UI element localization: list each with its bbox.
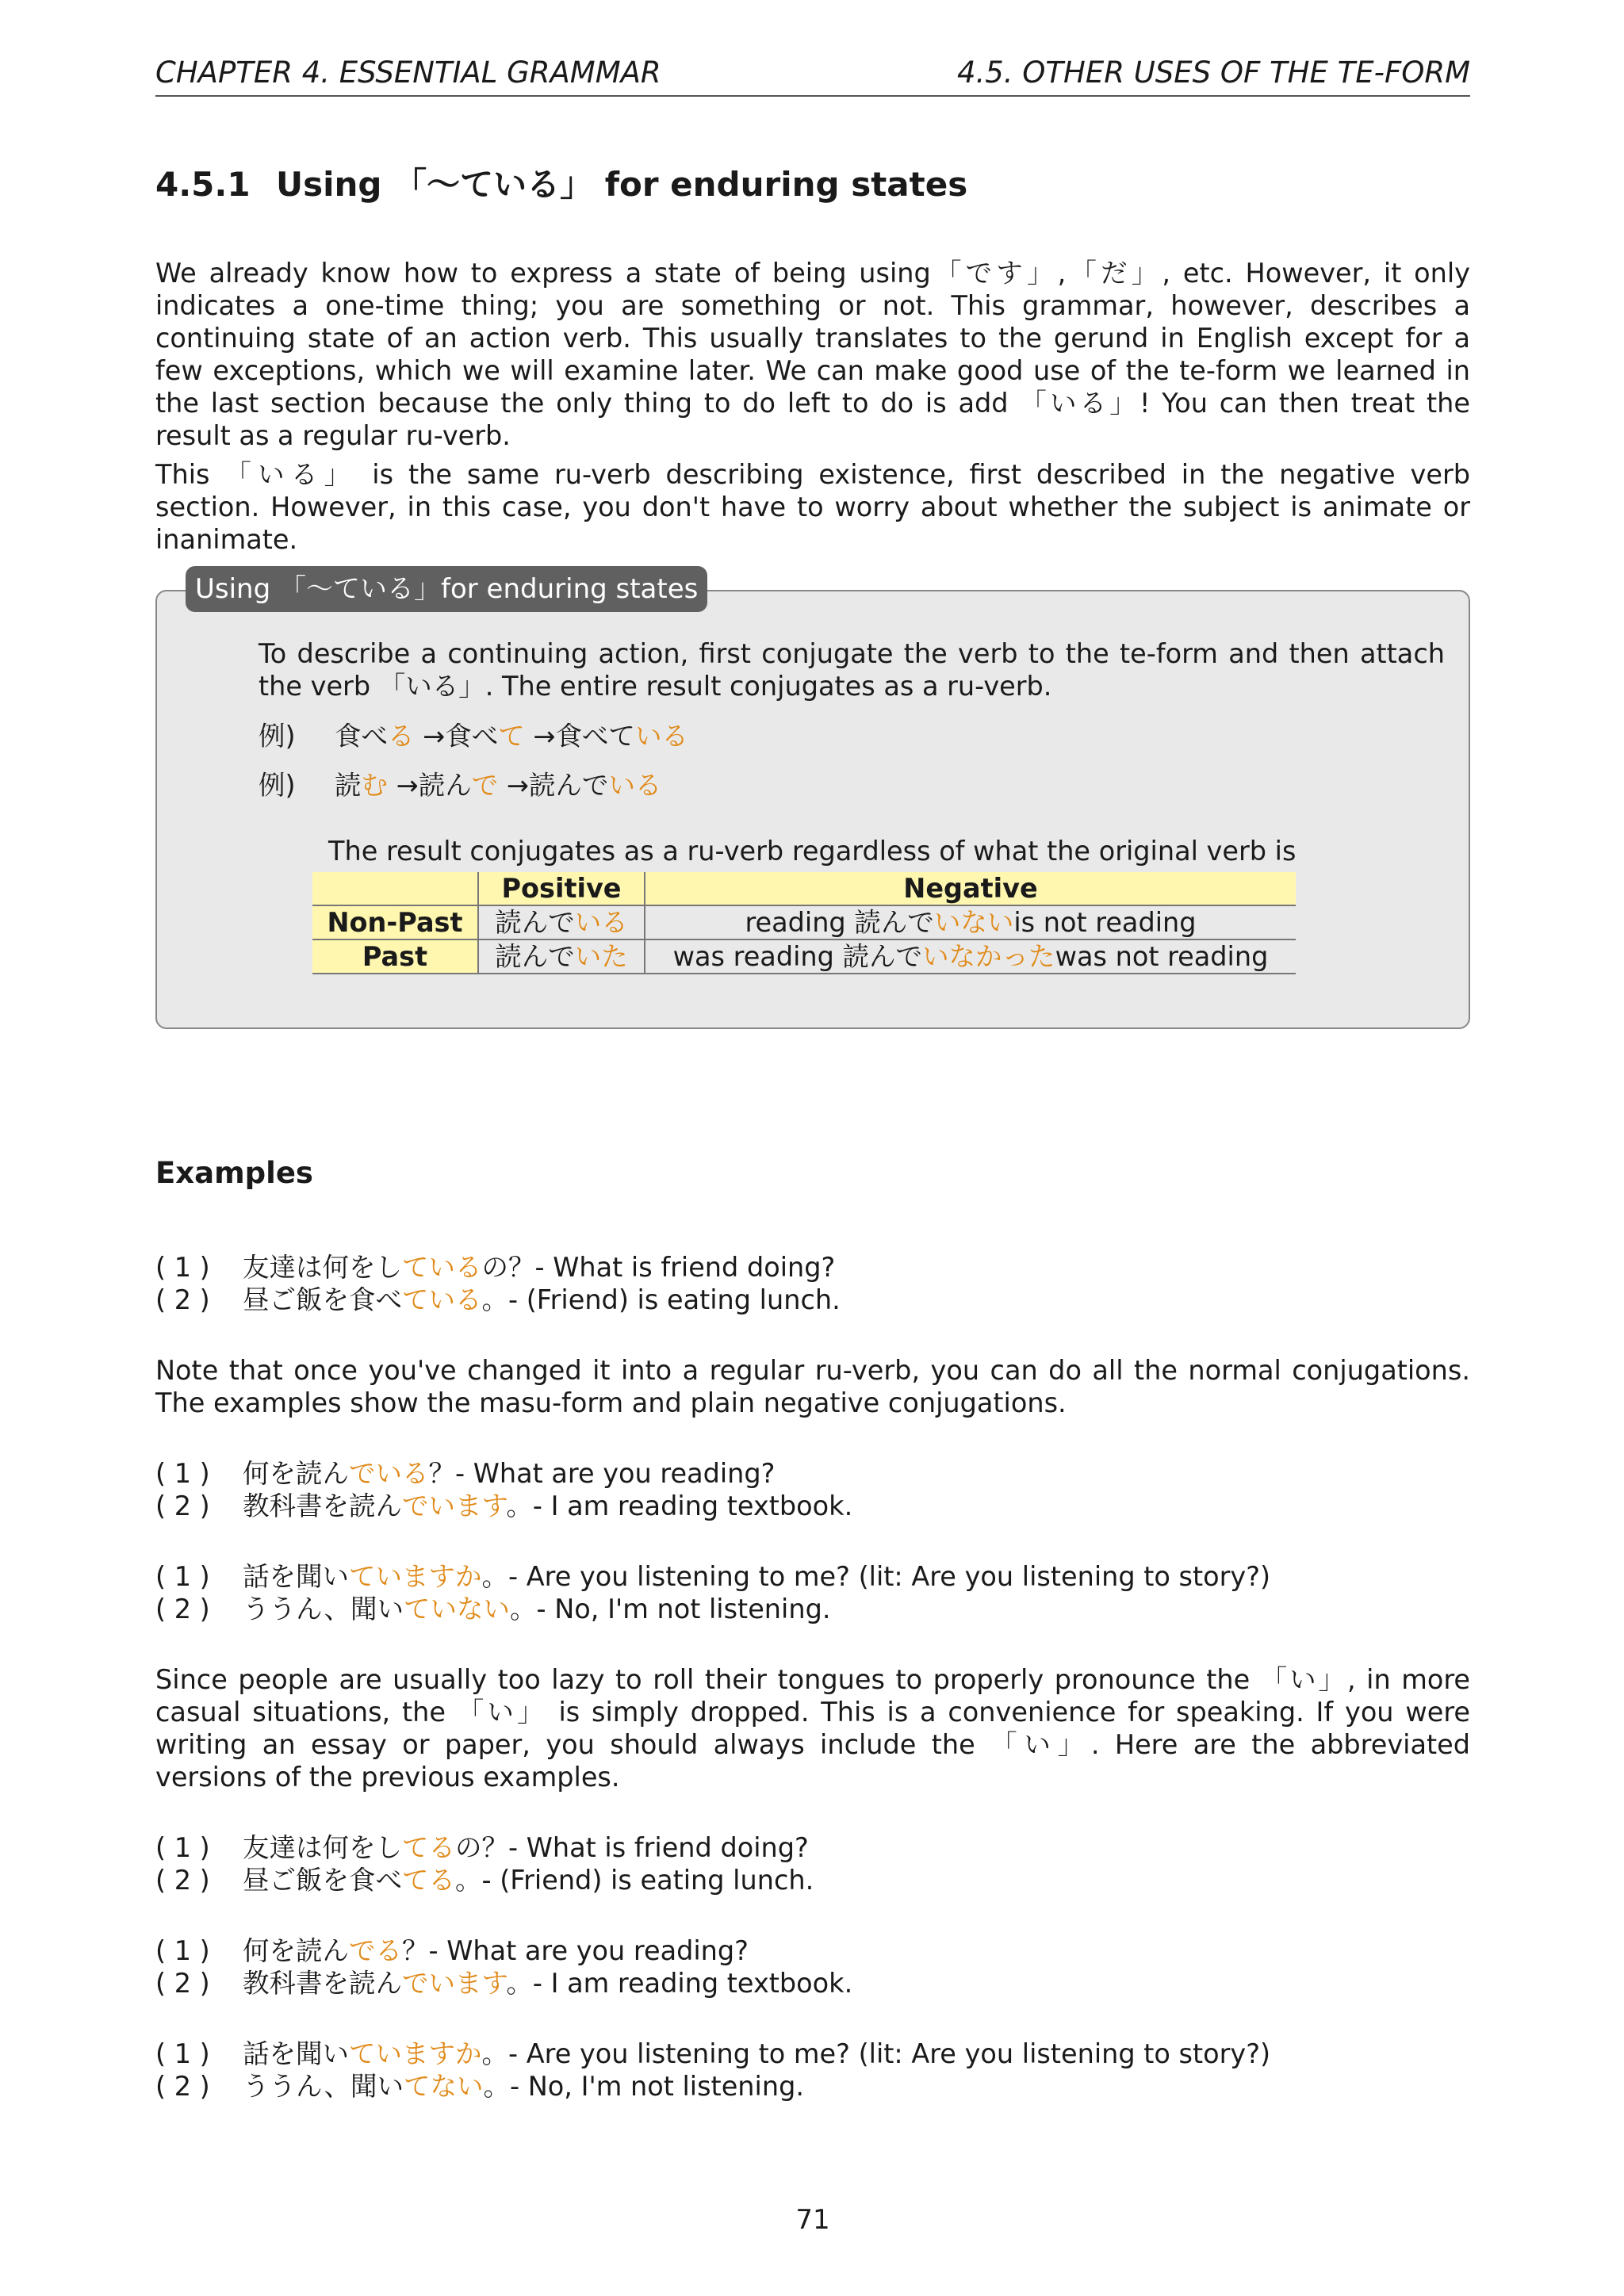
table-row: [312, 905, 1296, 939]
example-highlight: てる: [402, 1865, 455, 1896]
verb-ending: む: [361, 770, 388, 801]
example-number: ( 1 ): [155, 1252, 210, 1283]
grammar-summary-box: [155, 573, 1470, 1029]
table-caption: The result conjugates as a ru-verb regardless of what the original verb is: [328, 836, 1297, 867]
page: [155, 0, 1470, 2296]
example-line: [155, 2070, 804, 2103]
example-number: ( 2 ): [155, 1490, 210, 1521]
section-number: 4.5.1: [155, 165, 251, 204]
example-line: [155, 1251, 835, 1284]
te-stem: 読ん: [418, 770, 472, 801]
example-highlight: ていますか: [349, 2038, 482, 2069]
positive-stem: 読んで: [495, 906, 575, 938]
negative-cell: [645, 905, 1296, 939]
verb-ending: る: [388, 721, 415, 752]
example-pre: 話を聞い: [243, 1561, 349, 1592]
header-section: 4.5. OTHER USES OF THE TE-FORM: [956, 55, 1470, 90]
example-pre: 教科書を読ん: [243, 1490, 402, 1521]
example-highlight: でいる: [349, 1458, 429, 1489]
example-post: の？- What is friend doing?: [455, 1832, 809, 1863]
example-tag: 例): [259, 770, 296, 801]
example-highlight: ている: [402, 1252, 482, 1283]
example-line: [155, 2038, 1270, 2070]
example-line: [155, 1490, 852, 1522]
col-negative: Negative: [645, 872, 1296, 905]
teiru-ending: いる: [608, 770, 662, 801]
positive-stem: 読んで: [495, 940, 575, 972]
positive-ending: いる: [574, 906, 628, 938]
example-line: [155, 1457, 775, 1490]
example-number: ( 1 ): [155, 1832, 210, 1863]
box-example-2: [259, 769, 661, 802]
negative-prefix: was reading 読んで: [672, 940, 923, 972]
verb-stem: 読: [335, 770, 362, 801]
example-number: ( 1 ): [155, 1935, 210, 1966]
table-row: [312, 939, 1296, 974]
te-ending: で: [471, 770, 499, 801]
example-post: 。- No, I'm not listening.: [510, 1594, 831, 1624]
example-highlight: ている: [402, 1284, 482, 1315]
example-line: [155, 1864, 814, 1896]
teiru-stem: 食べて: [555, 721, 635, 752]
intro-paragraph-2: This 「いる」 is the same ru-verb describing existence, first described in the negative verb section. However, in this case, you don't have to worry about whether the subject is animate or inanimate.: [155, 459, 1470, 555]
example-number: ( 2 ): [155, 1284, 210, 1315]
col-positive: Positive: [478, 872, 645, 905]
intro-paragraph-1: We already know how to express a state of being using「です」,「だ」, etc. However, it only indicates a one-time thing; you are something or not. This grammar, however, describes a continuing state of an action verb. This usually translates to the gerund in English except for a few exceptions, which we will examine later. We can make good use of the te-form we learned in the last section because the only thing to do left to do is add 「いる」! You can then treat the result as a regular ru-verb.: [155, 258, 1470, 451]
conjugation-table: [312, 872, 1296, 974]
example-post: 。- No, I'm not listening.: [483, 2071, 804, 2102]
example-highlight: ていますか: [349, 1561, 482, 1592]
example-post: 。- I am reading textbook.: [506, 1968, 853, 1999]
example-pre: 教科書を読ん: [243, 1968, 402, 1999]
example-pre: ううん、聞い: [243, 1594, 404, 1624]
arrow: →: [388, 770, 419, 801]
example-post: ？- What are you reading?: [402, 1935, 749, 1966]
arrow: →: [498, 770, 529, 801]
example-tag: 例): [259, 721, 296, 752]
example-number: ( 1 ): [155, 2038, 210, 2069]
negative-cell: [645, 939, 1296, 974]
example-line: [155, 1934, 749, 1967]
example-highlight: でいます: [402, 1968, 507, 1999]
arrow: →: [524, 721, 556, 752]
verb-stem: 食べ: [335, 721, 388, 752]
negative-ending: いない: [933, 906, 1014, 938]
note-paragraph-1: Note that once you've changed it into a regular ru-verb, you can do all the normal conjugations. The examples show the masu-form and plain negative conjugations.: [155, 1355, 1470, 1418]
table-header-row: [312, 872, 1296, 905]
example-pre: 何を読ん: [243, 1935, 349, 1966]
row-label: Past: [312, 939, 478, 974]
box-title: Using 「～ている」for enduring states: [186, 566, 707, 612]
example-pre: 昼ご飯を食べ: [243, 1865, 402, 1896]
example-highlight: ていない: [404, 1594, 511, 1624]
example-pre: ううん、聞い: [243, 2071, 404, 2102]
example-post: 。- I am reading textbook.: [506, 1490, 853, 1521]
example-pre: 友達は何をし: [243, 1832, 402, 1863]
box-description: To describe a continuing action, first conjugate the verb to the te-form and then attach the verb 「いる」. The entire result conjugates as a ru-verb.: [259, 638, 1445, 702]
example-line: [155, 1593, 831, 1625]
example-pre: 友達は何をし: [243, 1252, 402, 1283]
example-post: 。- (Friend) is eating lunch.: [455, 1865, 814, 1896]
te-ending: て: [498, 721, 525, 752]
example-post: 。- (Friend) is eating lunch.: [481, 1284, 841, 1315]
example-line: [155, 1560, 1270, 1593]
section-title-text: Using 「～ている」 for enduring states: [276, 165, 968, 204]
example-post: ？- What are you reading?: [428, 1458, 776, 1489]
te-stem: 食べ: [445, 721, 499, 752]
example-pre: 何を読ん: [243, 1458, 349, 1489]
example-line: [155, 1967, 852, 1999]
positive-cell: [478, 905, 645, 939]
example-post: 。- Are you listening to me? (lit: Are you listening to story?): [481, 2038, 1271, 2069]
page-number: 71: [795, 2204, 830, 2236]
example-highlight: でる: [349, 1935, 402, 1966]
example-number: ( 2 ): [155, 1865, 210, 1896]
negative-suffix: is not reading: [1013, 906, 1197, 938]
examples-heading: Examples: [155, 1156, 313, 1190]
running-header: [155, 54, 1470, 97]
example-line: [155, 1831, 809, 1864]
positive-cell: [478, 939, 645, 974]
example-highlight: てる: [402, 1832, 455, 1863]
example-number: ( 1 ): [155, 1561, 210, 1592]
arrow: →: [414, 721, 446, 752]
example-highlight: てない: [404, 2071, 484, 2102]
example-pre: 昼ご飯を食べ: [243, 1284, 402, 1315]
negative-prefix: reading 読んで: [745, 906, 934, 938]
example-number: ( 2 ): [155, 2071, 210, 2102]
example-number: ( 2 ): [155, 1968, 210, 1999]
example-line: [155, 1284, 841, 1316]
table-corner: [312, 872, 478, 905]
note-paragraph-2: Since people are usually too lazy to roll their tongues to properly pronounce the 「い」, in more casual situations, the 「い」 is simply dropped. This is a convenience for speaking. If you were writing an essay or paper, you should always include the 「い」. Here are the abbreviated versions of the previous examples.: [155, 1664, 1470, 1793]
header-chapter: CHAPTER 4. ESSENTIAL GRAMMAR: [155, 55, 661, 90]
row-label: Non-Past: [312, 905, 478, 939]
example-post: 。- Are you listening to me? (lit: Are you listening to story?): [481, 1561, 1271, 1592]
example-highlight: でいます: [402, 1490, 507, 1521]
teiru-ending: いる: [634, 721, 688, 752]
box-example-1: [259, 720, 688, 752]
negative-suffix: was not reading: [1055, 940, 1269, 972]
positive-ending: いた: [574, 940, 628, 972]
example-number: ( 2 ): [155, 1594, 210, 1624]
negative-ending: いなかった: [922, 940, 1055, 972]
example-pre: 話を聞い: [243, 2038, 349, 2069]
example-post: の？- What is friend doing?: [481, 1252, 836, 1283]
teiru-stem: 読んで: [528, 770, 609, 801]
example-number: ( 1 ): [155, 1458, 210, 1489]
section-title: [155, 159, 967, 206]
